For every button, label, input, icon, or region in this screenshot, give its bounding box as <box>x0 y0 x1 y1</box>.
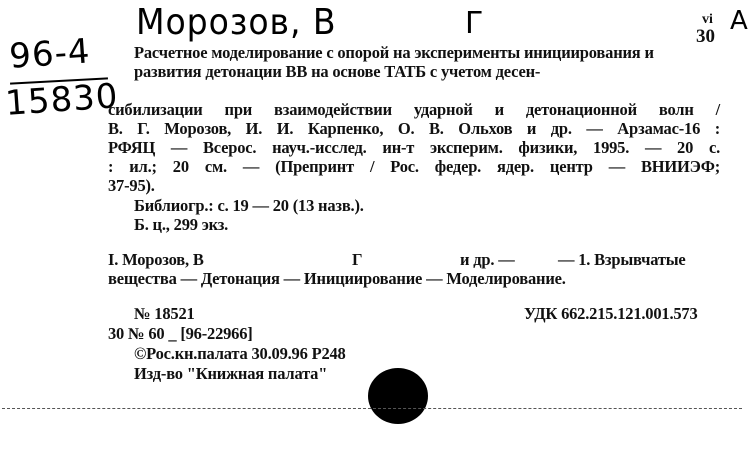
handwritten-author-heading: Морозов, В <box>136 2 337 43</box>
tracing-main-author: I. Морозов, В <box>108 250 204 269</box>
udk-code: УДК 662.215.121.001.573 <box>524 304 698 323</box>
handwritten-call-number-bottom: 15830 <box>4 76 120 124</box>
ink-blot <box>368 368 428 424</box>
entry-line-4: РФЯЦ — Всерос. науч.-исслед. ин-т эксперим. физики, 1995. — 20 с. <box>108 138 720 157</box>
price-run-note: Б. ц., 299 экз. <box>134 215 229 234</box>
entry-line-2: сибилизации при взаимодействии ударной и детонационной волн / <box>108 100 720 119</box>
handwritten-author-initial: Г <box>465 6 485 41</box>
entry-line-5: : ил.; 20 см. — (Препринт / Рос. федер. ядер. центр — ВНИИЭФ; <box>108 157 720 176</box>
card-edge-dashed-line <box>2 408 742 409</box>
entry-title-text: Расчетное моделирование с опорой на эксперименты инициирования и развития детонации ВВ на основе ТАТБ с учетом десен- <box>134 43 654 81</box>
publisher-line: Изд-во "Книжная палата" <box>134 364 328 383</box>
tracing-et-al: и др. — <box>460 250 515 269</box>
bibliography-note: Библиогр.: с. 19 — 20 (13 назв.). <box>134 196 364 215</box>
entry-line-1 <box>134 43 718 81</box>
entry-line-6: 37-95). <box>108 176 155 195</box>
book-chamber-line: ©Рос.кн.палата 30.09.96 Р248 <box>134 344 346 363</box>
tracing-subject-1: — 1. Взрывчатые <box>558 250 686 269</box>
top-right-mark: vi <box>702 12 713 27</box>
top-right-number: 30 <box>696 26 715 47</box>
record-number: № 18521 <box>134 304 195 323</box>
issue-line: 30 № 60 _ [96-22966] <box>108 324 253 343</box>
tracing-main-initial: Г <box>352 250 363 269</box>
tracing-subjects-line: вещества — Детонация — Инициирование — Моделирование. <box>108 269 566 288</box>
entry-line-3: В. Г. Морозов, И. И. Карпенко, О. В. Ольхов и др. — Арзамас-16 : <box>108 119 720 138</box>
handwritten-corner-letter: А <box>730 6 749 36</box>
handwritten-call-number-top: 96-4 <box>8 31 92 77</box>
